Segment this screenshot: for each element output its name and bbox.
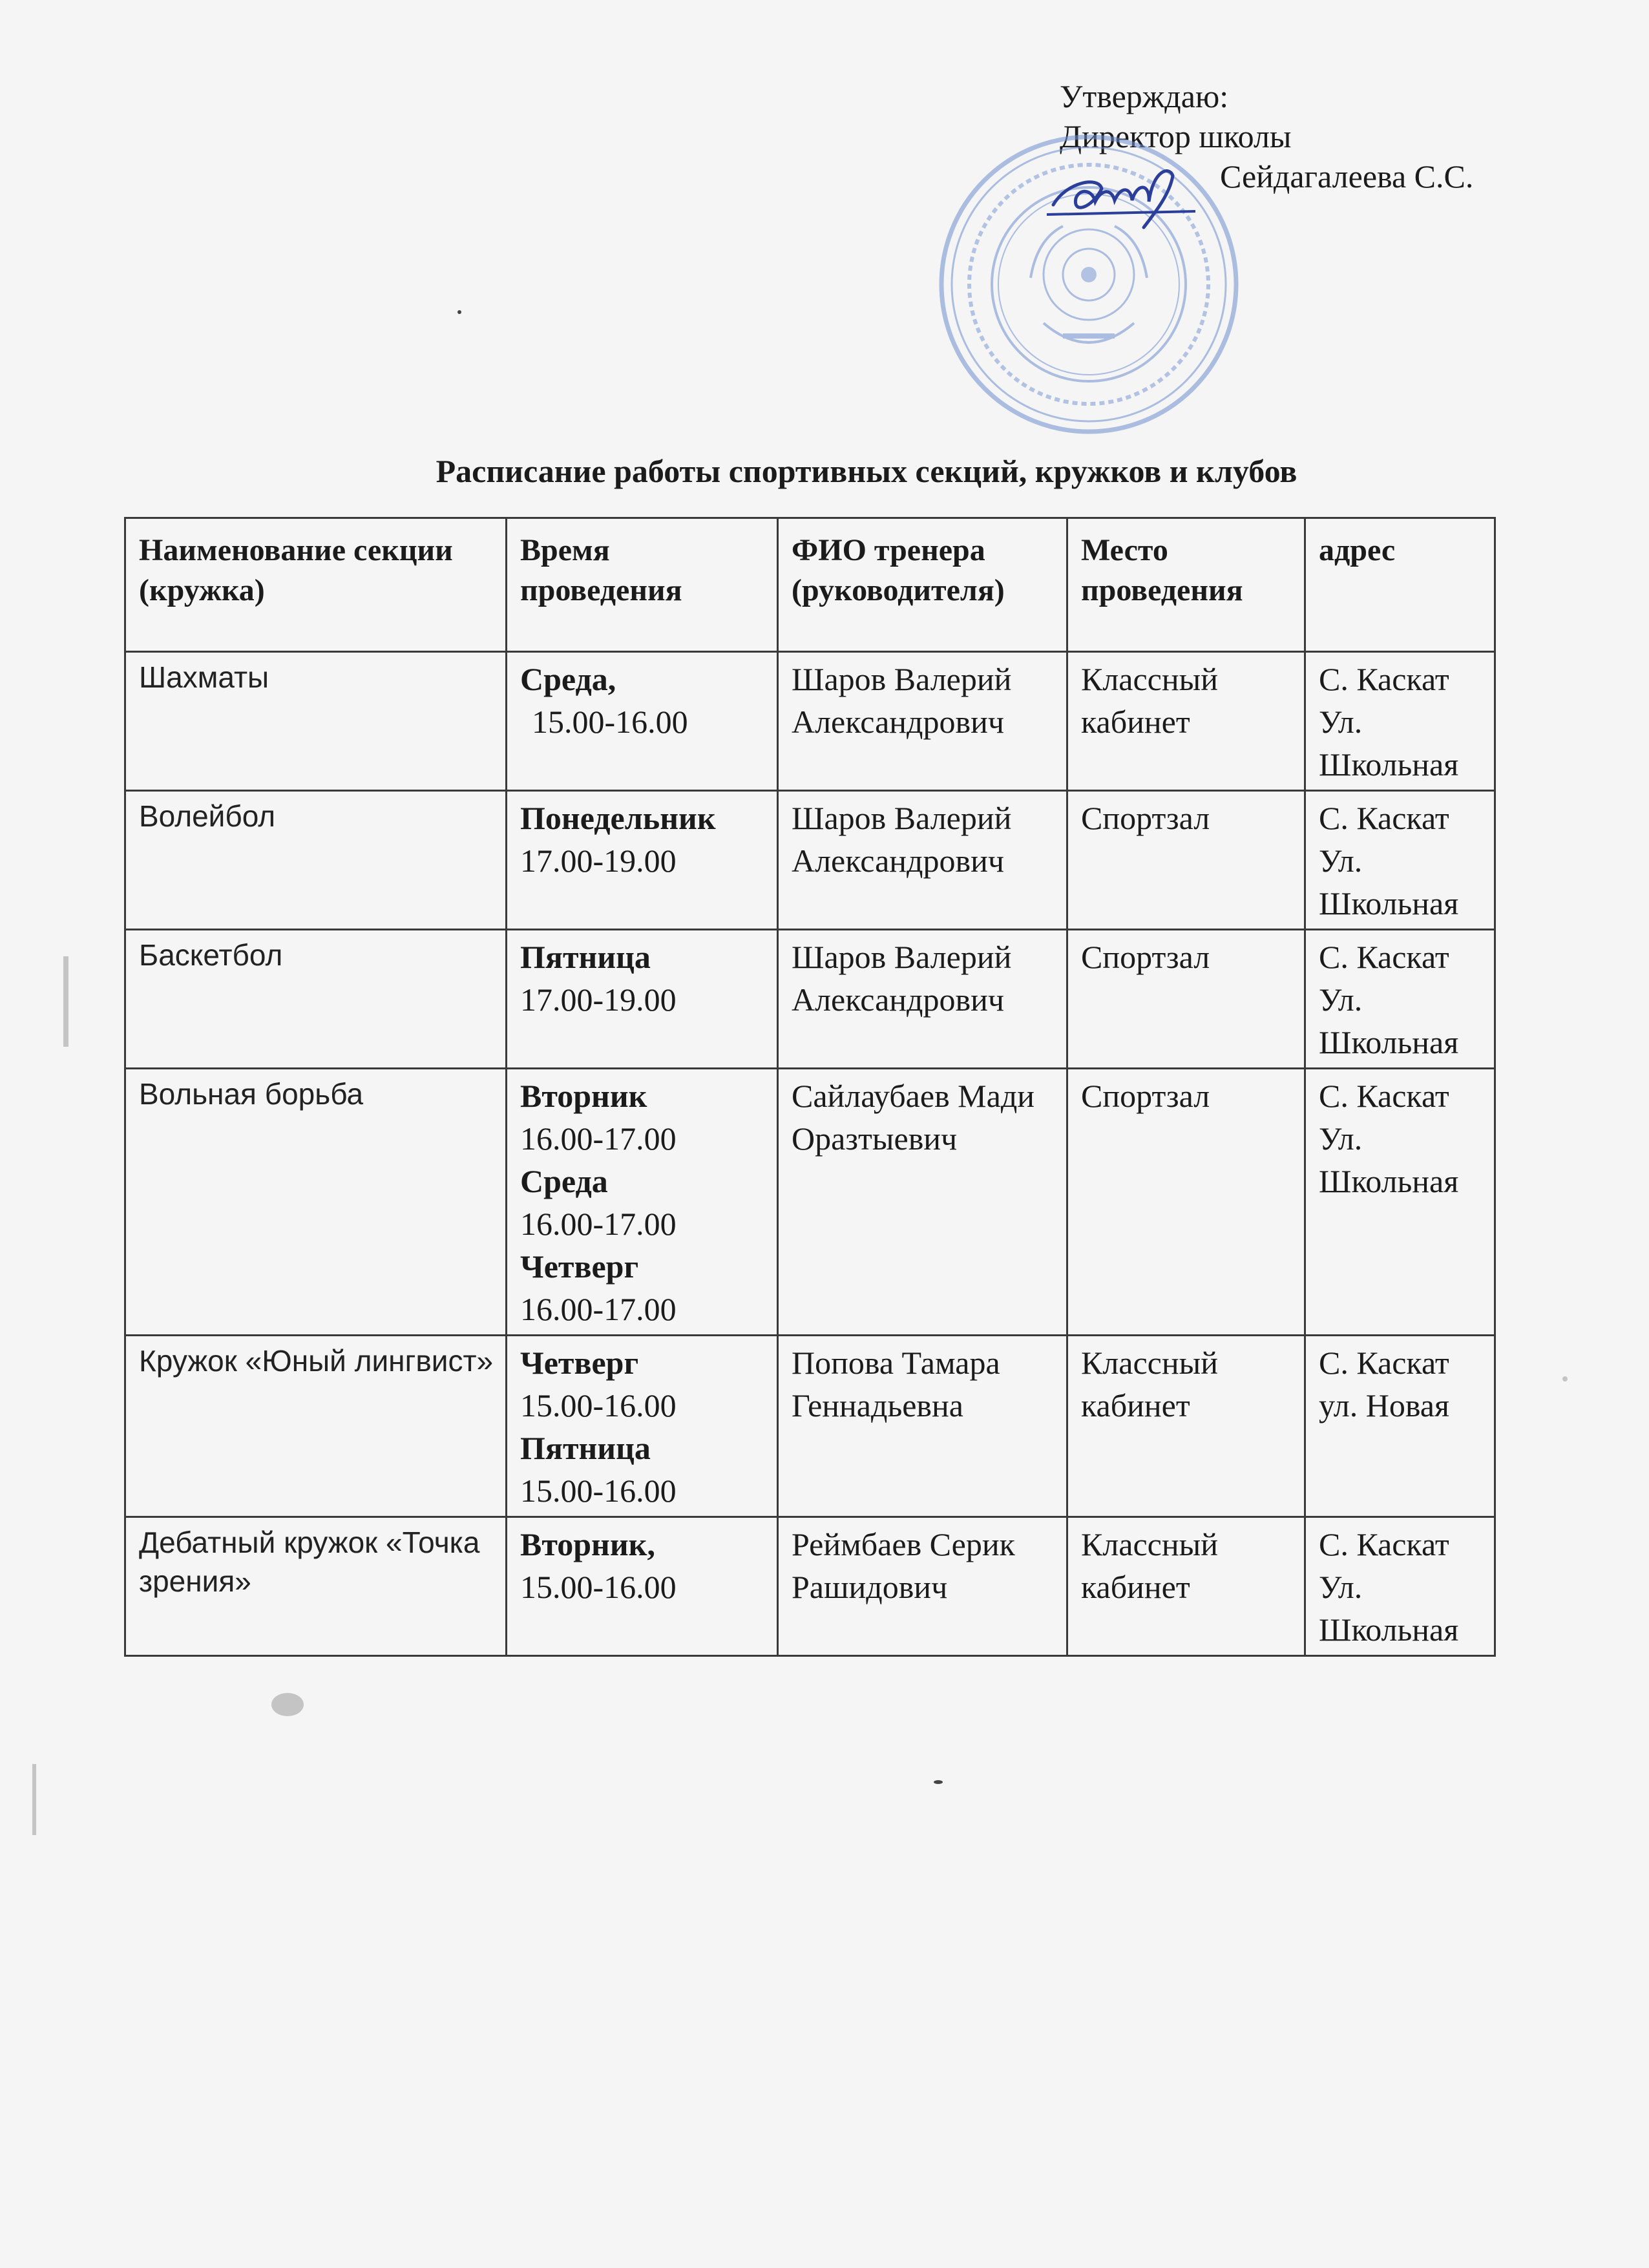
scan-speck — [934, 1780, 943, 1784]
table-row — [125, 791, 1495, 930]
place: Классный кабинет — [1067, 1517, 1305, 1656]
scan-smudge — [32, 1764, 36, 1835]
schedule-day: Среда — [520, 1163, 608, 1199]
trainer-name: Шаров Валерий Александрович — [778, 791, 1067, 930]
table-row — [125, 652, 1495, 791]
section-name: Кружок «Юный лингвист» — [125, 1336, 507, 1517]
scan-smudge — [1562, 1376, 1568, 1381]
schedule-day: Вторник, — [520, 1526, 655, 1562]
section-time — [507, 791, 778, 930]
address: С. Каскат Ул. Школьная — [1305, 791, 1495, 930]
header-trainer: ФИО тренера (руководителя) — [778, 518, 1067, 652]
schedule-time: 17.00-19.00 — [520, 982, 677, 1018]
document-title: Расписание работы спортивных секций, кружков и клубов — [436, 453, 1297, 489]
schedule-table — [124, 517, 1496, 1657]
section-name: Вольная борьба — [125, 1069, 507, 1336]
schedule-time: 16.00-17.00 — [520, 1206, 677, 1242]
address: С. Каскат Ул. Школьная — [1305, 1069, 1495, 1336]
trainer-name: Шаров Валерий Александрович — [778, 652, 1067, 791]
schedule-day: Четверг — [520, 1248, 639, 1285]
header-address: адрес — [1305, 518, 1495, 652]
header-place: Место проведения — [1067, 518, 1305, 652]
schedule-time: 17.00-19.00 — [520, 843, 677, 879]
director-signature-icon — [1040, 143, 1208, 240]
schedule-day: Пятница — [520, 1430, 651, 1466]
schedule-time: 15.00-16.00 — [520, 1569, 677, 1605]
address: С. Каскат Ул. Школьная — [1305, 652, 1495, 791]
schedule-time: 16.00-17.00 — [520, 1120, 677, 1157]
address: С. Каскат Ул. Школьная — [1305, 930, 1495, 1069]
section-time — [507, 1517, 778, 1656]
address: С. Каскат Ул. Школьная — [1305, 1517, 1495, 1656]
schedule-day: Среда, — [520, 661, 616, 697]
director-name: Сейдагалеева С.С. — [1220, 158, 1474, 194]
place: Классный кабинет — [1067, 652, 1305, 791]
scan-smudge — [63, 956, 68, 1047]
section-time — [507, 1069, 778, 1336]
header-time: Время проведения — [507, 518, 778, 652]
scan-speck — [457, 310, 461, 314]
table-row — [125, 1517, 1495, 1656]
section-time — [507, 652, 778, 791]
scan-smudge — [271, 1693, 304, 1716]
section-name: Дебатный кружок «Точка зрения» — [125, 1517, 507, 1656]
trainer-name: Реймбаев Серик Рашидович — [778, 1517, 1067, 1656]
trainer-name: Шаров Валерий Александрович — [778, 930, 1067, 1069]
address: С. Каскат ул. Новая — [1305, 1336, 1495, 1517]
table-row — [125, 930, 1495, 1069]
schedule-day: Вторник — [520, 1078, 647, 1114]
director-position: Директор школы — [1060, 118, 1292, 154]
place: Классный кабинет — [1067, 1336, 1305, 1517]
trainer-name: Сайлаубаев Мади Оразтыевич — [778, 1069, 1067, 1336]
table-row — [125, 1069, 1495, 1336]
header-name: Наименование секции (кружка) — [125, 518, 507, 652]
schedule-day: Четверг — [520, 1345, 639, 1381]
section-time — [507, 1336, 778, 1517]
schedule-day: Понедельник — [520, 800, 716, 836]
schedule-time: 15.00-16.00 — [520, 1473, 677, 1509]
place: Спортзал — [1067, 791, 1305, 930]
schedule-time: 16.00-17.00 — [520, 1291, 677, 1327]
place: Спортзал — [1067, 1069, 1305, 1336]
schedule-time: 15.00-16.00 — [520, 1387, 677, 1423]
table-row — [125, 1336, 1495, 1517]
section-name: Шахматы — [125, 652, 507, 791]
place: Спортзал — [1067, 930, 1305, 1069]
schedule-time: 15.00-16.00 — [532, 704, 688, 740]
trainer-name: Попова Тамара Геннадьевна — [778, 1336, 1067, 1517]
table-header-row — [125, 518, 1495, 652]
section-name: Волейбол — [125, 791, 507, 930]
approval-label: Утверждаю: — [1060, 78, 1229, 114]
section-name: Баскетбол — [125, 930, 507, 1069]
section-time — [507, 930, 778, 1069]
schedule-day: Пятница — [520, 939, 651, 975]
